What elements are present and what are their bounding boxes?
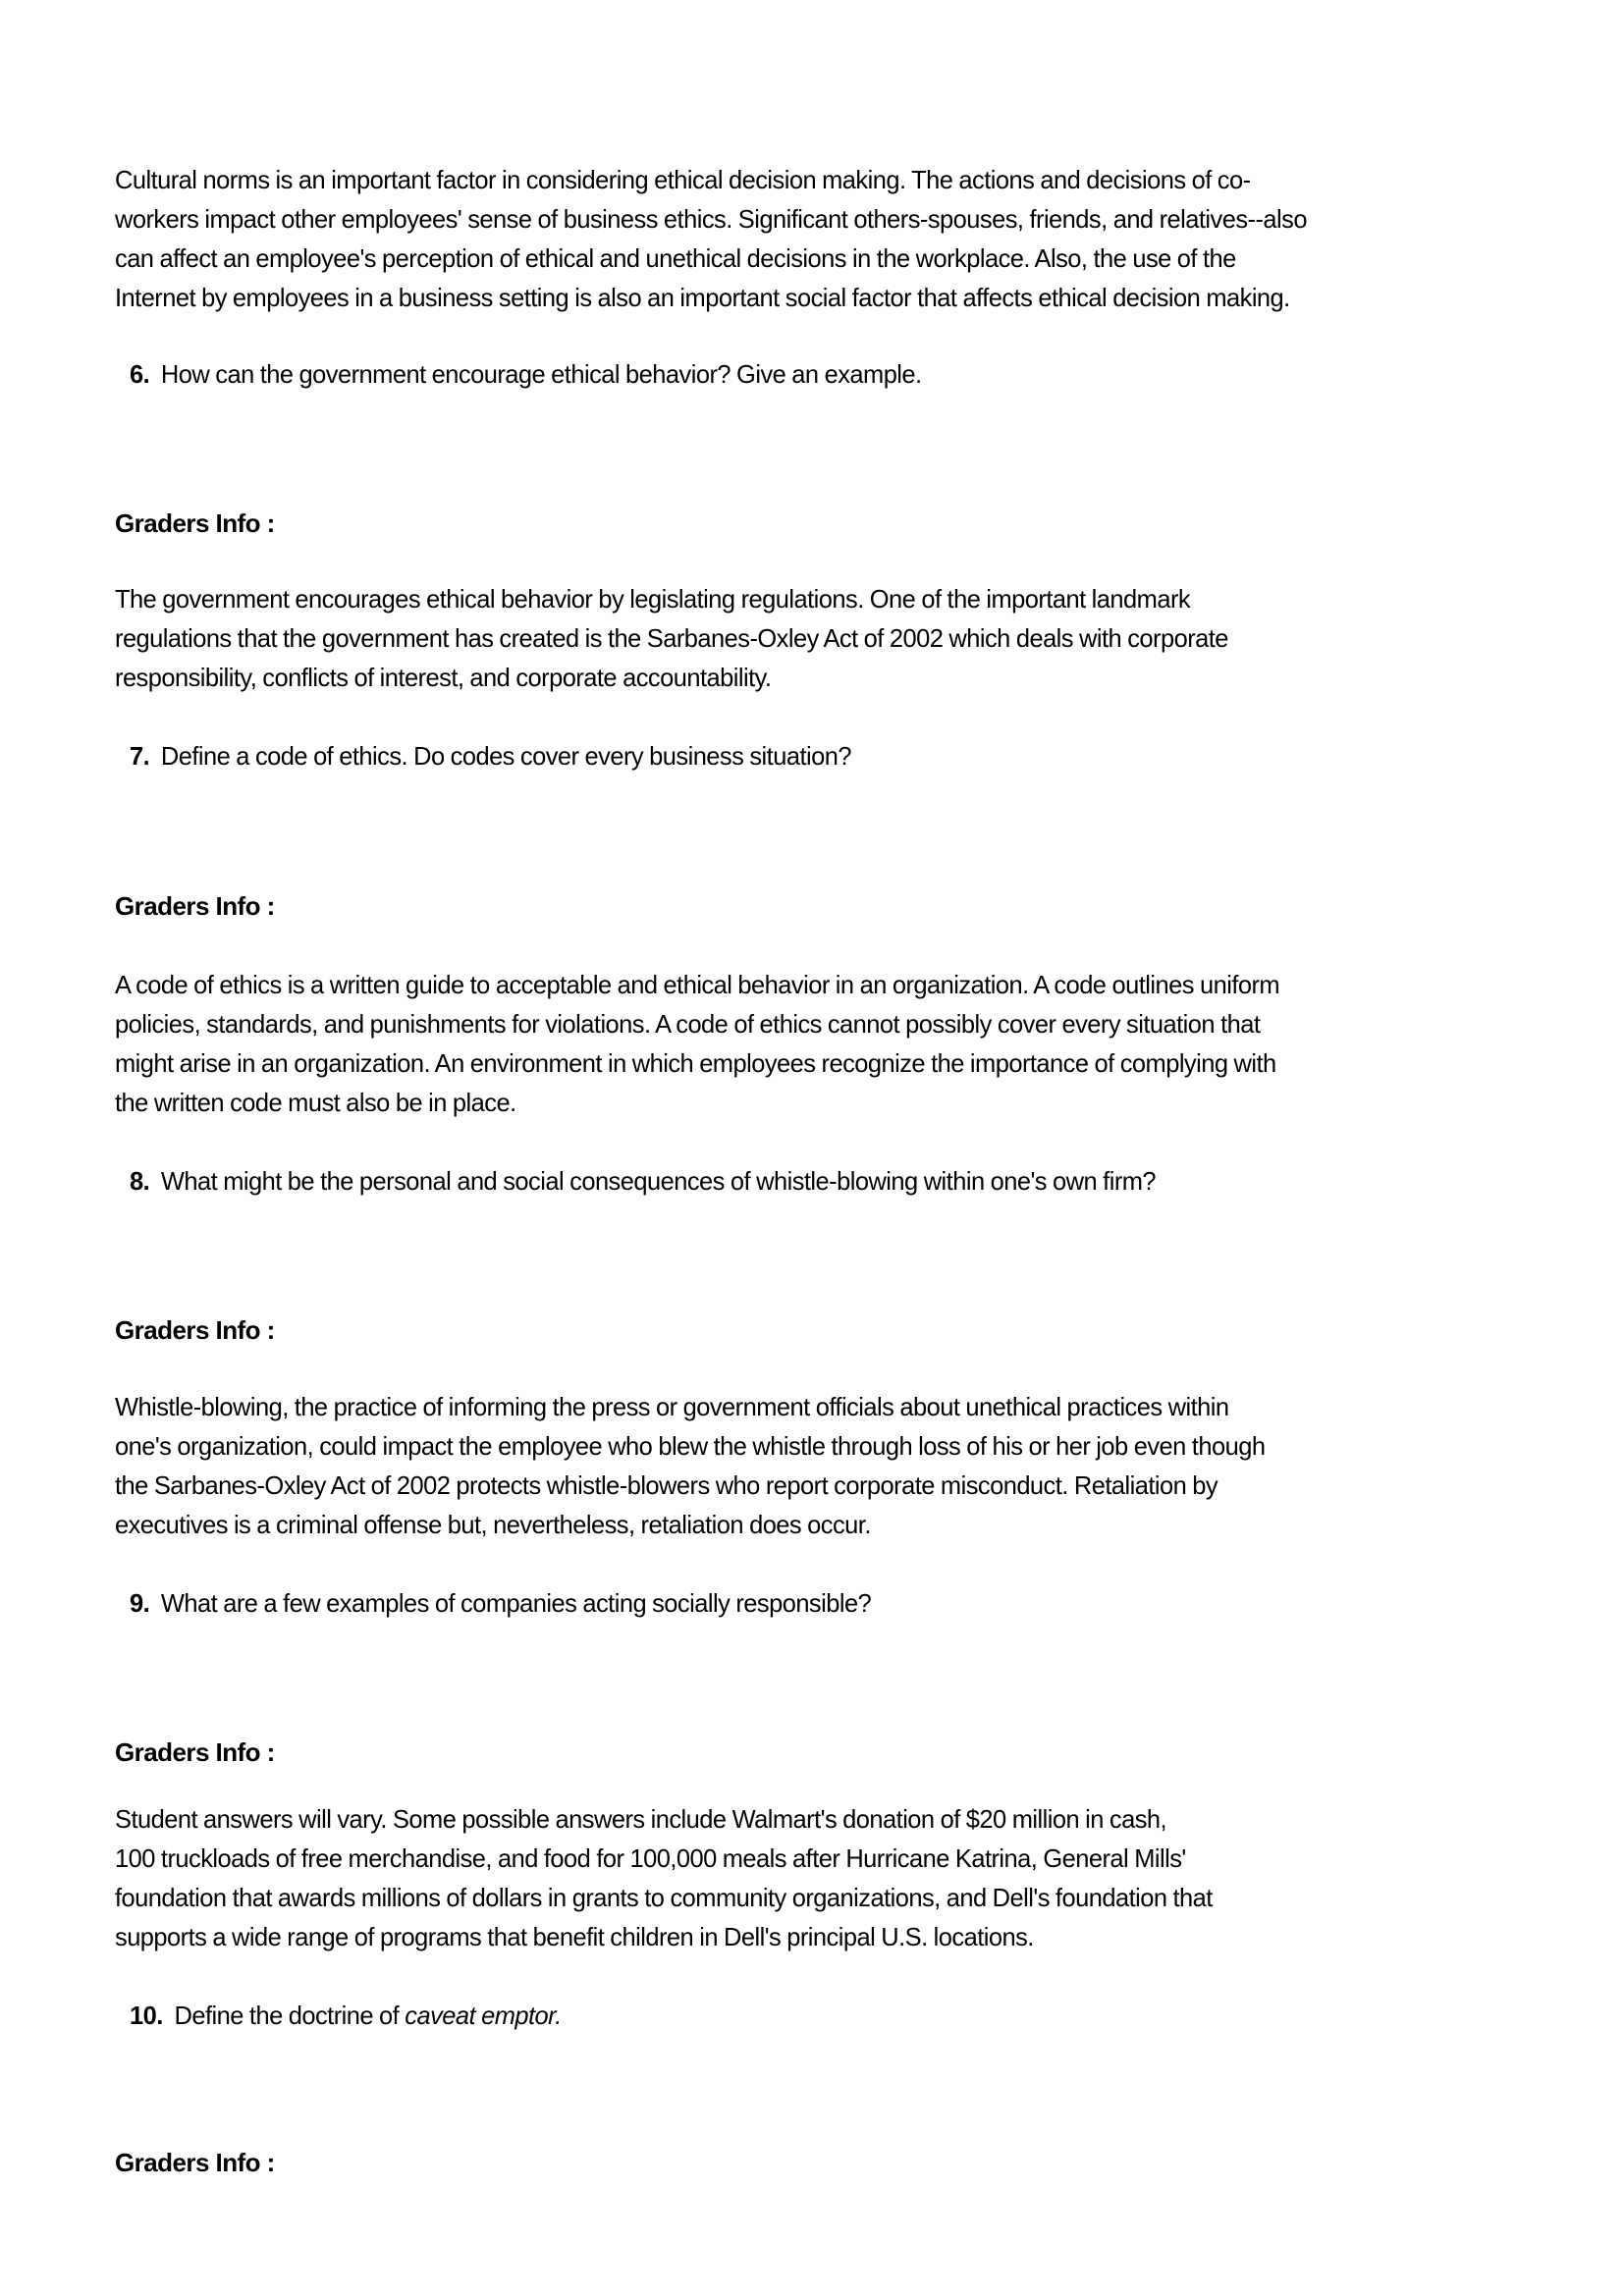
question-prompt-italic-term: caveat emptor. xyxy=(405,2001,562,2030)
graders-info-6 xyxy=(115,504,1529,543)
answer-line: the written code must also be in place. xyxy=(115,1088,516,1117)
graders-info-label: Graders Info : xyxy=(115,1737,275,1767)
graders-info-10 xyxy=(115,2143,1529,2182)
question-text xyxy=(130,1996,1514,2035)
question-text xyxy=(130,354,1514,394)
question-prompt: What might be the personal and social consequences of whistle-blowing within one's own firm? xyxy=(160,1166,1157,1196)
graders-info-8 xyxy=(115,1310,1529,1350)
answer-line: Whistle-blowing, the practice of informing the press or government officials about unethical practices within xyxy=(115,1392,1229,1421)
question-prompt: Define a code of ethics. Do codes cover every business situation? xyxy=(160,741,851,771)
answer-9 xyxy=(115,1799,1529,1956)
question-prompt: Define the doctrine of xyxy=(174,2001,406,2030)
answer-line: responsibility, conflicts of interest, and corporate accountability. xyxy=(115,663,772,692)
graders-info-label: Graders Info : xyxy=(115,508,275,538)
question-number: 6. xyxy=(129,359,150,389)
paragraph-line: Cultural norms is an important factor in considering ethical decision making. The actions and decisions of co- xyxy=(115,165,1251,194)
question-9 xyxy=(115,1583,1529,1623)
question-10 xyxy=(115,1996,1529,2035)
question-number: 8. xyxy=(129,1166,150,1196)
answer-line: foundation that awards millions of dollars in grants to community organizations, and Dell's foundation that xyxy=(115,1883,1213,1912)
graders-info-9 xyxy=(115,1733,1529,1772)
answer-line: A code of ethics is a written guide to acceptable and ethical behavior in an organization. A code outlines uniform xyxy=(115,970,1280,999)
question-prompt: How can the government encourage ethical behavior? Give an example. xyxy=(160,359,922,389)
answer-line: one's organization, could impact the employee who blew the whistle through loss of his or her job even though xyxy=(115,1431,1266,1461)
question-number: 10. xyxy=(129,2001,163,2030)
question-6 xyxy=(115,354,1529,394)
intro-paragraph xyxy=(115,160,1529,317)
question-number: 7. xyxy=(129,741,150,771)
graders-info-label: Graders Info : xyxy=(115,2148,275,2177)
graders-info-7 xyxy=(115,886,1529,926)
question-text xyxy=(130,1161,1514,1201)
answer-7 xyxy=(115,965,1529,1122)
question-number: 9. xyxy=(129,1588,150,1618)
answer-line: Student answers will vary. Some possible answers include Walmart's donation of $20 million in cash, xyxy=(115,1804,1167,1834)
graders-info-label: Graders Info : xyxy=(115,1315,275,1345)
answer-line: might arise in an organization. An environment in which employees recognize the importance of complying with xyxy=(115,1048,1276,1078)
answer-line: policies, standards, and punishments for violations. A code of ethics cannot possibly cover every situation that xyxy=(115,1009,1261,1039)
question-8 xyxy=(115,1161,1529,1201)
question-7 xyxy=(115,736,1529,775)
answer-line: The government encourages ethical behavior by legislating regulations. One of the important landmark xyxy=(115,584,1191,614)
answer-line: executives is a criminal offense but, nevertheless, retaliation does occur. xyxy=(115,1510,871,1539)
answer-line: 100 truckloads of free merchandise, and food for 100,000 meals after Hurricane Katrina, General Mills' xyxy=(115,1843,1186,1873)
question-prompt: What are a few examples of companies acting socially responsible? xyxy=(160,1588,872,1618)
answer-line: supports a wide range of programs that benefit children in Dell's principal U.S. locations. xyxy=(115,1922,1034,1951)
answer-line: regulations that the government has created is the Sarbanes-Oxley Act of 2002 which deals with corporate xyxy=(115,623,1228,653)
answer-8 xyxy=(115,1387,1529,1544)
answer-6 xyxy=(115,579,1529,697)
question-text xyxy=(130,1583,1514,1623)
answer-line: the Sarbanes-Oxley Act of 2002 protects whistle-blowers who report corporate misconduct. Retaliation by xyxy=(115,1470,1218,1500)
paragraph-line: workers impact other employees' sense of business ethics. Significant others-spouses, friends, and relatives--also xyxy=(115,204,1307,234)
paragraph-line: can affect an employee's perception of ethical and unethical decisions in the workplace. Also, the use of the xyxy=(115,243,1236,273)
question-text xyxy=(130,736,1514,775)
graders-info-label: Graders Info : xyxy=(115,891,275,921)
paragraph-line: Internet by employees in a business setting is also an important social factor that affects ethical decision making. xyxy=(115,283,1290,312)
